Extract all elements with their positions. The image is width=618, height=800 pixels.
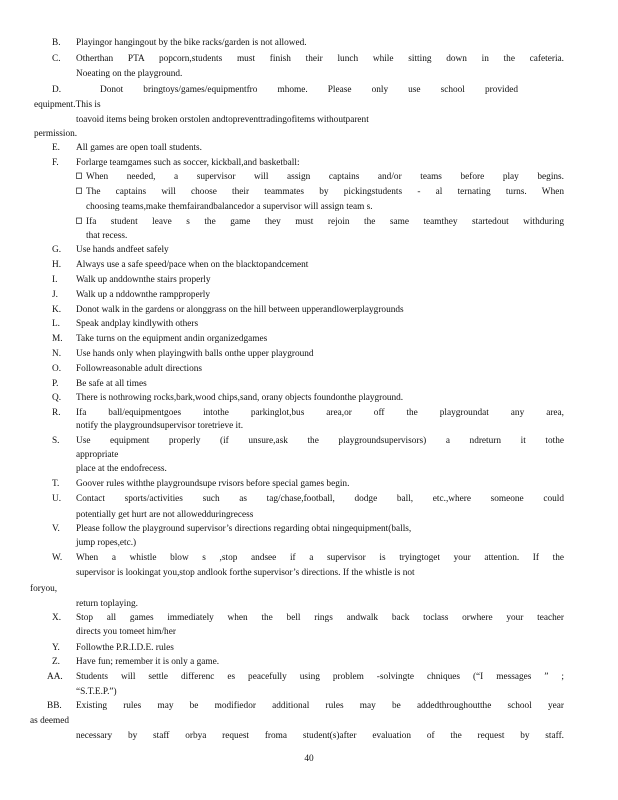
line-text: When needed, a supervisor will assign captains and/or teams before play begins. — [86, 172, 564, 182]
text-line — [0, 434, 618, 448]
line-text: Goover rules withthe playgroundsupe rvisors before special games begin. — [76, 479, 350, 489]
line-text: Walk up anddownthe stairs properly — [76, 275, 211, 285]
line-text: notify the playgroundsupervisor toretrieve it. — [76, 421, 244, 431]
text-line — [0, 98, 618, 112]
list-item-label: B. — [52, 38, 61, 48]
line-text: Otherthan PTA popcorn,students must finish their lunch while sitting down in the cafeteria. — [76, 54, 564, 64]
line-text: jump ropes,etc.) — [76, 538, 137, 548]
line-text: Use hands andfeet safely — [76, 245, 169, 255]
list-item-label: F. — [52, 158, 59, 168]
line-text: All games are open toall students. — [76, 143, 202, 153]
line-text: Followthe P.R.I.D.E. rules — [76, 643, 174, 653]
list-item-label: BB. — [47, 701, 62, 711]
text-line — [0, 288, 618, 302]
text-line — [0, 229, 618, 243]
text-line — [0, 477, 618, 491]
line-text: Use equipment properly (if unsure,ask the playgroundsupervisors) a ndreturn it tothe — [76, 436, 564, 446]
text-line — [0, 625, 618, 639]
text-line — [0, 83, 618, 97]
text-line — [0, 597, 618, 611]
text-line — [0, 303, 618, 317]
list-item-label: O. — [52, 364, 62, 374]
line-text: Forlarge teamgames such as soccer, kickball,and basketball: — [76, 158, 300, 168]
text-line — [0, 273, 618, 287]
line-text: Take turns on the equipment andin organizedgames — [76, 334, 268, 344]
list-item-label: X. — [52, 613, 62, 623]
line-text: There is nothrowing rocks,bark,wood chips,sand, orany objects foundonthe playground. — [76, 393, 404, 403]
text-line — [0, 522, 618, 536]
text-line — [0, 377, 618, 391]
line-text: Ifa student leave s the game they must rejoin the same teamthey startedout withduring — [86, 217, 564, 227]
line-text: Stop all games immediately when the bell rings andwalk back toclass orwhere your teacher — [76, 613, 564, 623]
list-item-label: M. — [52, 334, 63, 344]
line-text: place at the endofrecess. — [76, 464, 167, 474]
list-item-label: D. — [52, 85, 62, 95]
list-item-label: N. — [52, 349, 62, 359]
line-text: Followreasonable adult directions — [76, 364, 202, 374]
line-text: equipment.This is — [34, 100, 101, 110]
text-line — [0, 258, 618, 272]
text-line — [0, 215, 618, 229]
list-item-label: C. — [52, 54, 61, 64]
line-text: toavoid items being broken orstolen andtopreventtradingofitems withoutparent — [76, 115, 369, 125]
line-text: When a whistle blow s ,stop andsee if a supervisor is tryingtoget your attention. If the — [76, 553, 564, 563]
text-line — [0, 670, 618, 684]
bullet-box-icon — [76, 170, 82, 184]
line-text: Existing rules may be modifiedor additional rules may be addedthroughoutthe school year — [76, 701, 564, 711]
list-item-label: E. — [52, 143, 61, 153]
line-text: Use hands only when playingwith balls onthe upper playground — [76, 349, 314, 359]
line-text: supervisor is lookingat you,stop andlook forthe supervisor’s directions. If the whistle is not — [76, 568, 415, 578]
line-text: necessary by staff orbya request froma student(s)after evaluation of the request by staff. — [76, 731, 564, 741]
text-line — [0, 655, 618, 669]
list-item-label: H. — [52, 260, 62, 270]
list-item-label: K. — [52, 305, 62, 315]
list-item-label: I. — [52, 275, 58, 285]
text-line — [0, 243, 618, 257]
list-item-label: G. — [52, 245, 62, 255]
line-text: Contact sports/activities such as tag/chase,football, dodge ball, etc.,where someone could — [76, 494, 564, 504]
list-item-label: J. — [52, 290, 58, 300]
text-line — [0, 419, 618, 433]
line-text: directs you tomeet him/her — [76, 627, 176, 637]
list-item-label: P. — [52, 379, 59, 389]
line-text: “S.T.E.P.”) — [76, 687, 117, 697]
line-text: return toplaying. — [76, 599, 138, 609]
text-line — [0, 685, 618, 699]
line-text: Playingor hangingout by the bike racks/garden is not allowed. — [76, 38, 307, 48]
text-line — [0, 362, 618, 376]
text-line — [0, 185, 618, 199]
line-text: Please follow the playground supervisor’s directions regarding obtai ningequipment(balls, — [76, 524, 412, 534]
text-line — [0, 714, 618, 728]
bullet-box-icon — [76, 185, 82, 199]
text-line — [0, 36, 618, 50]
text-line — [0, 200, 618, 214]
page-number: 40 — [304, 754, 314, 764]
text-line — [0, 641, 618, 655]
list-item-label: W. — [52, 553, 63, 563]
text-line — [0, 391, 618, 405]
line-text: Noeating on the playground. — [76, 69, 183, 79]
list-item-label: L. — [52, 319, 61, 329]
text-line — [0, 448, 618, 462]
list-item-label: Q. — [52, 393, 62, 403]
text-line — [0, 551, 618, 565]
text-line — [0, 52, 618, 66]
text-line — [0, 566, 618, 580]
text-line — [0, 67, 618, 81]
list-item-label: S. — [52, 436, 60, 446]
text-line — [0, 508, 618, 522]
text-line — [0, 317, 618, 331]
text-line — [0, 332, 618, 346]
text-line — [0, 729, 618, 743]
line-text: Walk up a nddownthe rampproperly — [76, 290, 211, 300]
text-line — [0, 611, 618, 625]
text-line — [0, 406, 618, 420]
list-item-label: R. — [52, 408, 61, 418]
text-line — [0, 536, 618, 550]
text-line — [0, 170, 618, 184]
line-text: foryou, — [30, 584, 58, 594]
line-text: The captains will choose their teammates by pickingstudents - al ternating turns. When — [86, 187, 564, 197]
text-line — [0, 492, 618, 506]
list-item-label: V. — [52, 524, 60, 534]
line-text: appropriate — [76, 450, 119, 460]
text-line — [0, 113, 618, 127]
line-text: Always use a safe speed/pace when on the blacktopandcement — [76, 260, 309, 270]
line-text: Donot bringtoys/games/equipmentfro mhome. Please only use school provided — [100, 85, 518, 95]
list-item-label: Y. — [52, 643, 60, 653]
line-text: Be safe at all times — [76, 379, 147, 389]
line-text: Have fun; remember it is only a game. — [76, 657, 220, 667]
list-item-label: U. — [52, 494, 62, 504]
text-line — [0, 156, 618, 170]
line-text: Donot walk in the gardens or alonggrass on the hill between upperandlowerplaygrounds — [76, 305, 404, 315]
line-text: Speak andplay kindlywith others — [76, 319, 199, 329]
text-line — [0, 347, 618, 361]
line-text: that recess. — [86, 231, 128, 241]
text-line — [0, 582, 618, 596]
list-item-label: Z. — [52, 657, 61, 667]
line-text: as deemed — [30, 716, 69, 726]
line-text: Ifa ball/equipmentgoes intothe parkinglot,bus area,or off the playgroundat any area, — [76, 408, 564, 418]
line-text: potentially get hurt are not allowedduringrecess — [76, 510, 254, 520]
line-text: choosing teams,make themfairandbalancedor a supervisor will assign team s. — [86, 202, 373, 212]
text-line — [0, 141, 618, 155]
list-item-label: AA. — [47, 672, 63, 682]
text-line — [0, 127, 618, 141]
list-item-label: T. — [52, 479, 60, 489]
bullet-box-icon — [76, 215, 82, 229]
line-text: permission. — [34, 129, 78, 139]
line-text: Students will settle differenc es peacefully using problem -solvingte chniques (“I messages ” ; — [76, 672, 564, 682]
text-line — [0, 462, 618, 476]
text-line — [0, 699, 618, 713]
